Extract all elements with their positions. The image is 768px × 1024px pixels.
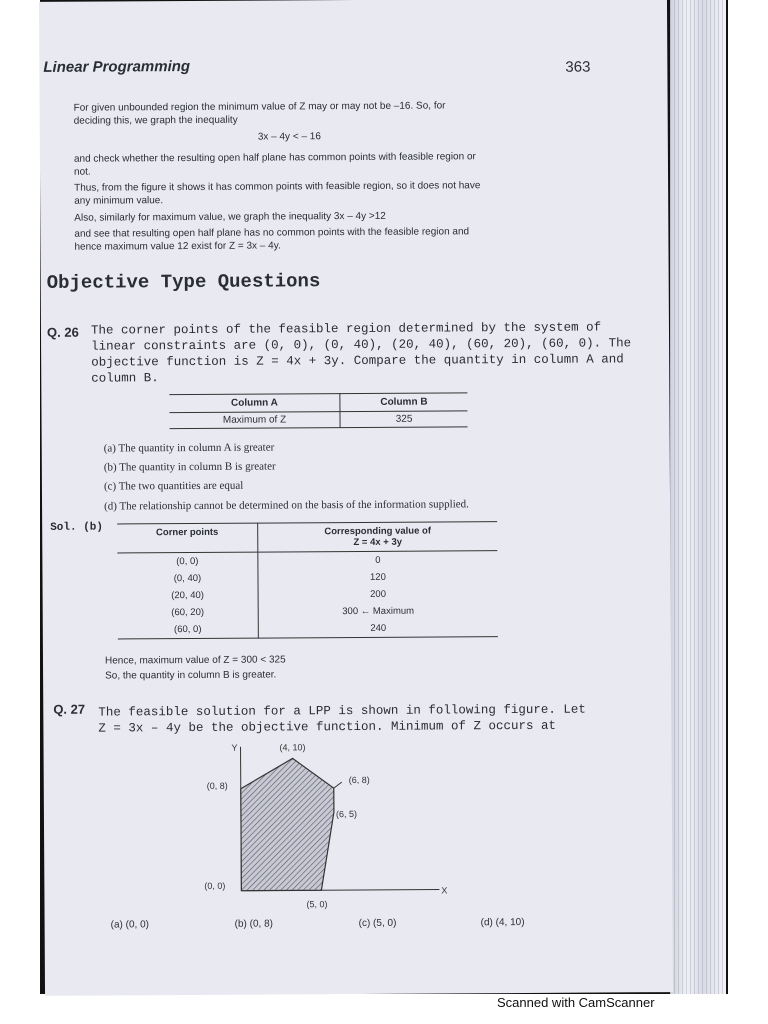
q26-line-4: column B. [91,371,159,386]
intro-line-8: and see that resulting open half plane has no common points with the feasible region and [74,226,470,240]
intro-line-1: For given unbounded region the minimum value of Z may or may not be –16. So, for [73,100,446,114]
x-axis-label: X [441,885,448,896]
z-value: 0 [375,554,381,566]
z-value: 300 ← Maximum [342,605,415,618]
q26-option-d: (d) The relationship cannot be determined on the basis of the information supplied. [104,498,469,513]
q27-option-c: (c) (5, 0) [358,917,397,929]
intro-line-5: Thus, from the figure it shows it has common points with feasible region, so it does not have [74,180,481,194]
intro-line-7: Also, similarly for maximum value, we graph the inequality 3x – 4y >12 [74,210,386,224]
q26-option-c: (c) The two quantities are equal [103,479,244,493]
y-axis-label: Y [231,742,238,753]
q26-line-2: linear constraints are (0, 0), (0, 40), (20, 40), (60, 20), (60, 0). The [91,336,632,354]
q26-line-1: The corner points of the feasible region determined by the system of [90,320,602,338]
point-label-5-0: (5, 0) [306,899,328,910]
corner-point: (60, 0) [118,621,259,639]
point-label-6-8: (6, 8) [348,774,370,786]
feasible-region-figure [193,737,464,914]
q26-option-b: (b) The quantity in column B is greater [103,460,276,474]
intro-line-2: deciding this, we graph the inequality [73,114,238,127]
column-b-value: 325 [340,411,468,428]
column-comparison-table [169,392,467,429]
z-value: 200 [370,588,387,600]
value-header-line-1: Corresponding value of [324,525,432,538]
q26-option-a: (a) The quantity in column A is greater [103,441,275,455]
intro-line-4: not. [73,166,91,178]
intro-inequality: 3x – 4y < – 16 [257,131,321,143]
corner-point: (60, 20) [118,604,259,622]
column-b-header: Column B [340,393,468,412]
corner-points-header: Corner points [117,523,258,553]
q27-line-1: The feasible solution for a LPP is shown in following figure. Let [98,702,586,720]
camscanner-watermark: Scanned with CamScanner [497,995,655,1010]
solution-label: Sol. (b) [50,521,104,534]
corner-point: (0, 40) [117,570,258,588]
column-a-value: Maximum of Z [169,412,340,429]
solution-conclusion-1: Hence, maximum value of Z = 300 < 325 [104,654,286,667]
solution-table [117,521,498,639]
q27-option-a: (a) (0, 0) [110,919,149,931]
corner-point: (0, 0) [117,552,258,570]
intro-line-9: hence maximum value 12 exist for Z = 3x – 4y. [74,240,281,253]
z-value: 240 [258,619,498,638]
z-value: 120 [369,571,386,583]
solution-conclusion-2: So, the quantity in column B is greater. [105,669,277,682]
q26-line-3: objective function is Z = 4x + 3y. Compare the quantity in column A and [91,352,624,370]
point-label-0-8: (0, 8) [206,780,228,791]
page-edges [670,0,726,994]
corner-point: (20, 40) [118,587,259,605]
column-a-header: Column A [169,394,340,413]
arrow-to-6-8 [334,782,342,788]
q27-number: Q. 27 [53,701,86,717]
intro-line-3: and check whether the resulting open half plane has common points with feasible region or [73,151,476,165]
chapter-title: Linear Programming [43,58,191,76]
q27-line-2: Z = 3x – 4y be the objective function. Minimum of Z occurs at [98,718,557,736]
q26-number: Q. 26 [46,324,79,340]
intro-line-6: any minimum value. [74,195,164,207]
q27-option-b: (b) (0, 8) [234,918,273,930]
point-label-4-10: (4, 10) [279,742,306,753]
section-heading: Objective Type Questions [46,270,321,294]
point-label-0-0: (0, 0) [204,880,226,891]
feasible-region [241,758,335,891]
value-header-line-2: Z = 4x + 3y [353,536,403,549]
point-label-6-5: (6, 5) [335,809,357,820]
book-page [39,0,673,996]
page-number: 363 [565,58,591,76]
value-header [258,522,498,552]
q27-option-d: (d) (4, 10) [480,916,525,929]
